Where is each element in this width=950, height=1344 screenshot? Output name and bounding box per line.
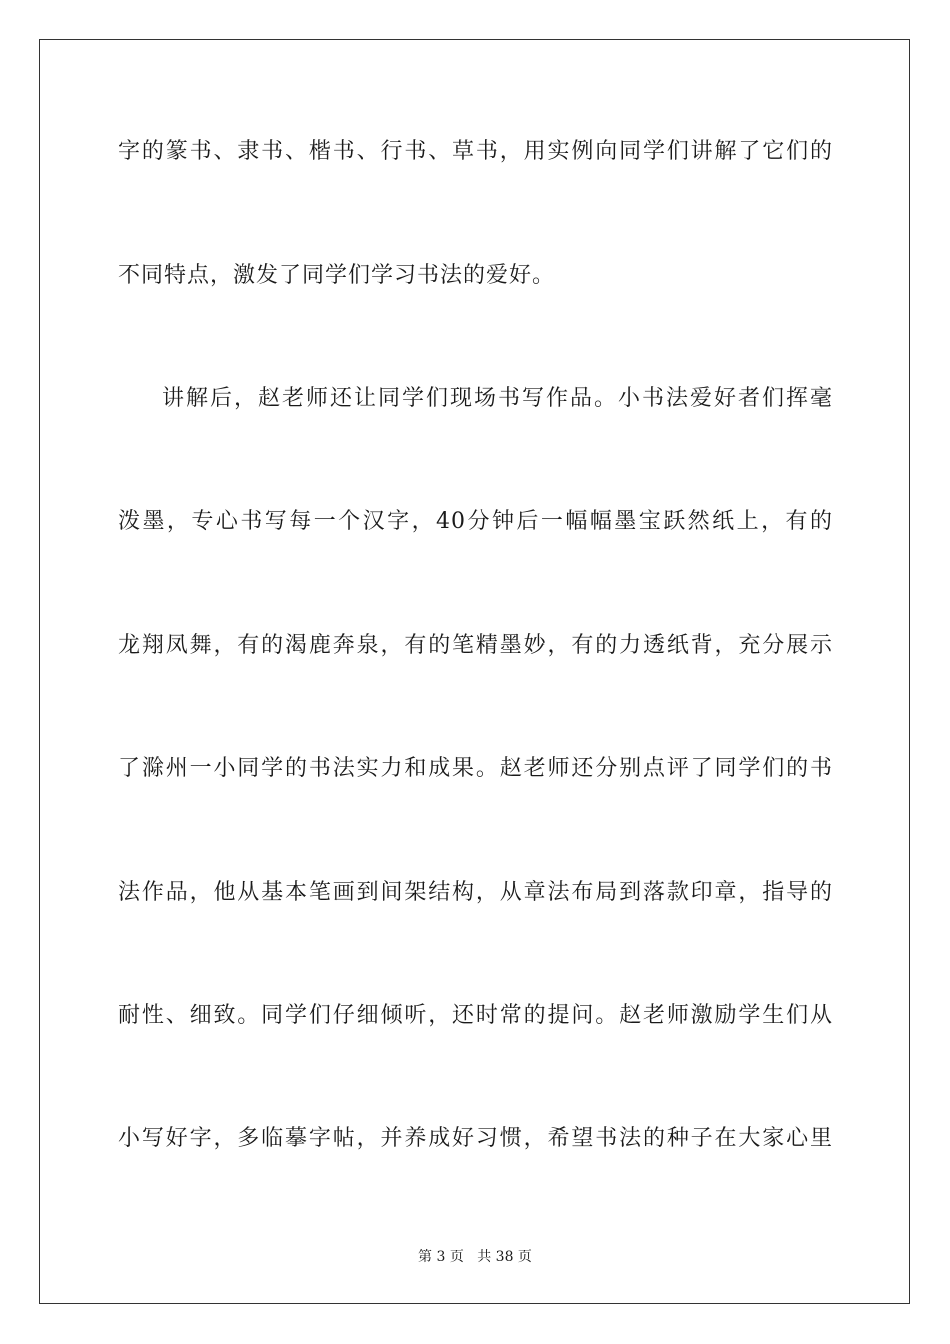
text-line: 了滁州一小同学的书法实力和成果。赵老师还分别点评了同学们的书 [118,756,833,781]
text-line: 不同特点，激发了同学们学习书法的爱好。 [118,263,556,288]
text-line: 讲解后，赵老师还让同学们现场书写作品。小书法爱好者们挥毫 [162,386,833,411]
text-line: 龙翔凤舞，有的渴鹿奔泉，有的笔精墨妙，有的力透纸背，充分展示 [118,633,833,658]
page-frame [39,39,910,1304]
text-line: 法作品，他从基本笔画到间架结构，从章法布局到落款印章，指导的 [118,880,833,905]
page-total: 共 38 页 [477,1249,532,1265]
text-line: 小写好字，多临摹字帖，并养成好习惯，希望书法的种子在大家心里 [118,1126,833,1151]
page-number: 第 3 页 [418,1249,464,1265]
page-footer [0,1247,950,1267]
text-line: 泼墨，专心书写每一个汉字，40分钟后一幅幅墨宝跃然纸上，有的 [118,509,833,534]
text-line: 耐性、细致。同学们仔细倾听，还时常的提问。赵老师激励学生们从 [118,1003,833,1028]
text-line: 字的篆书、隶书、楷书、行书、草书，用实例向同学们讲解了它们的 [118,139,833,164]
